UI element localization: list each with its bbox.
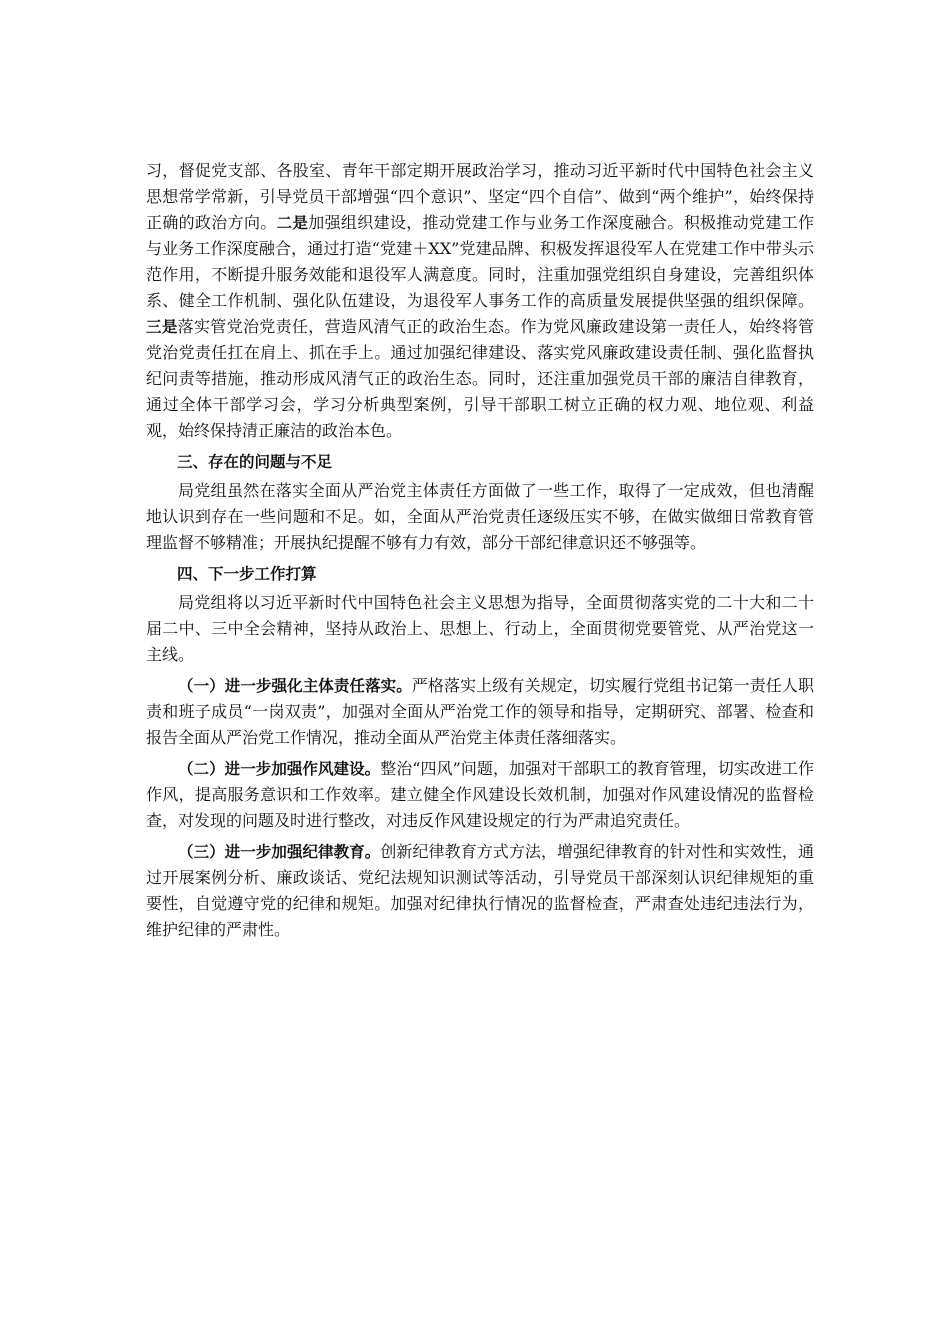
paragraph-item-2: [146, 756, 814, 834]
paragraph-continuation: [146, 158, 814, 444]
paragraph-next-steps-intro: 局党组将以习近平新时代中国特色社会主义思想为指导，全面贯彻落实党的二十大和二十届二中、三中全会精神，坚持从政治上、思想上、行动上，全面贯彻党要管党、从严治党这一主线。: [146, 593, 814, 664]
paragraph-text: 习，督促党支部、各股室、青年干部定期开展政治学习，推动习近平新时代中国特色社会主义思想常学常新，引导党员干部增强“四个意识”、坚定“四个自信”、做到“两个维护”，始终保持正确的政治方向。: [146, 161, 814, 232]
item-body: 严格落实上级有关规定，切实履行党组书记第一责任人职责和班子成员“一岗双责”，加强对全面从严治党工作的领导和指导，定期研究、部署、检查和报告全面从严治党工作情况，推动全面从严治党主体责任落细落实。: [146, 676, 814, 747]
point-lead: 三是: [146, 318, 178, 336]
document-page: [146, 158, 814, 948]
section-heading-next-steps: 四、下一步工作打算: [177, 565, 317, 583]
point-lead: 二是: [276, 214, 309, 232]
paragraph-text: 落实管党治党责任，营造风清气正的政治生态。作为党风廉政建设第一责任人，始终将管党治党责任扛在肩上、抓在手上。通过加强纪律建设、落实党风廉政建设责任制、强化监督执纪问责等措施，推动形成风清气正的政治生态。同时，还注重加强党员干部的廉洁自律教育，通过全体干部学习会，学习分析典型案例，引导干部职工树立正确的权力观、地位观、利益观，始终保持清正廉洁的政治本色。: [146, 317, 814, 440]
item-title: （一）进一步强化主体责任落实。: [178, 677, 412, 695]
paragraph-item-1: [146, 673, 814, 751]
item-body: 创新纪律教育方式方法，增强纪律教育的针对性和实效性，通过开展案例分析、廉政谈话、党纪法规知识测试等活动，引导党员干部深刻认识纪律规矩的重要性，自觉遵守党的纪律和规矩。加强对纪律执行情况的监督检查，严肃查处违纪违法行为，维护纪律的严肃性。: [146, 842, 814, 939]
paragraph-problems: 局党组虽然在落实全面从严治党主体责任方面做了一些工作，取得了一定成效，但也清醒地认识到存在一些问题和不足。如，全面从严治党责任逐级压实不够，在做实做细日常教育管理监督不够精准；开展执纪提醒不够有力有效，部分干部纪律意识还不够强等。: [146, 481, 814, 552]
paragraph-text: 加强组织建设，推动党建工作与业务工作深度融合。积极推动党建工作与业务工作深度融合，通过打造“党建＋XX”党建品牌、积极发挥退役军人在党建工作中带头示范作用，不断提升服务效能和退役军人满意度。同时，注重加强党组织自身建设，完善组织体系、健全工作机制、强化队伍建设，为退役军人事务工作的高质量发展提供坚强的组织保障。: [146, 213, 814, 310]
section-heading-problems: 三、存在的问题与不足: [177, 453, 333, 471]
paragraph-item-3: [146, 839, 814, 943]
item-title: （三）进一步加强纪律教育。: [178, 843, 381, 861]
item-body: 整治“四风”问题，加强对干部职工的教育管理，切实改进工作作风，提高服务意识和工作效率。建立健全作风建设长效机制，加强对作风建设情况的监督检查，对发现的问题及时进行整改，对违反作风建设规定的行为严肃追究责任。: [146, 759, 814, 830]
item-title: （二）进一步加强作风建设。: [178, 760, 381, 778]
